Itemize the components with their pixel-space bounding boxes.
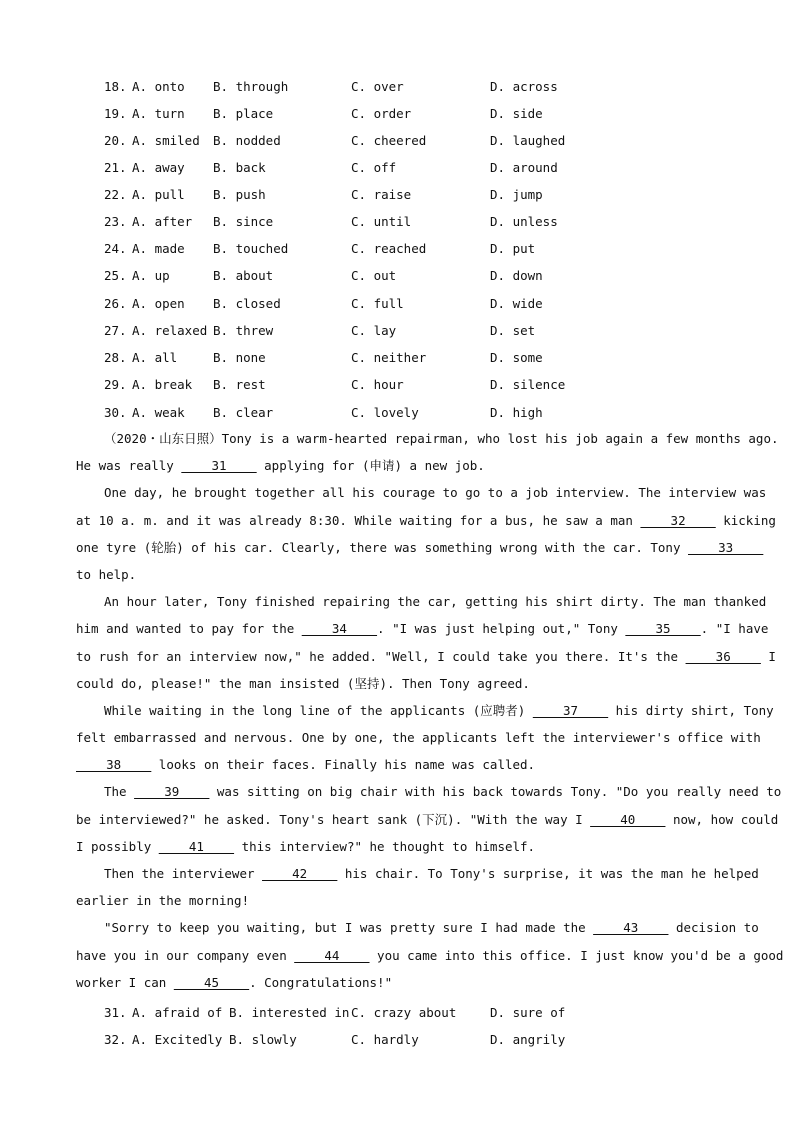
passage-text: worker I can xyxy=(76,974,174,990)
option-a: A. Excitedly xyxy=(132,1032,223,1047)
passage-line xyxy=(76,969,718,996)
passage-line xyxy=(76,452,718,479)
option-a: A. turn xyxy=(132,106,185,121)
option-a: A. smiled xyxy=(132,133,200,148)
option-c: C. raise xyxy=(351,187,412,202)
option-a: A. break xyxy=(132,377,193,392)
blank-38: ____38____ xyxy=(76,757,152,773)
passage-line xyxy=(76,914,759,941)
passage-line xyxy=(76,507,776,534)
blank-36: ____36____ xyxy=(685,648,761,664)
option-b: B. rest xyxy=(213,377,266,392)
passage-text: . "I was just helping out," Tony xyxy=(377,621,626,637)
option-c: C. hour xyxy=(351,377,404,392)
question-number: 25. xyxy=(104,268,127,283)
question-number: 21. xyxy=(104,160,127,175)
passage-text: . Congratulations!" xyxy=(249,974,393,990)
cloze-passage xyxy=(76,425,784,996)
passage-line xyxy=(76,670,718,697)
option-d: D. laughed xyxy=(490,133,566,148)
option-d: D. across xyxy=(490,79,558,94)
passage-text: be interviewed?" he asked. Tony's heart sank (下沉). "With the way I xyxy=(76,811,591,827)
option-c: C. reached xyxy=(351,241,427,256)
passage-text: looks on their faces. Finally his name was called. xyxy=(151,757,536,773)
passage-line xyxy=(76,588,767,615)
option-c: C. lovely xyxy=(351,405,419,420)
question-number: 18. xyxy=(104,79,127,94)
option-b: B. touched xyxy=(213,241,289,256)
blank-39: ____39____ xyxy=(134,784,210,800)
passage-text: The xyxy=(104,784,135,800)
passage-text: him and wanted to pay for the xyxy=(76,621,302,637)
passage-text: to rush for an interview now," he added. "Well, I could take you there. It's the xyxy=(76,648,686,664)
blank-45: ____45____ xyxy=(173,974,250,990)
question-number: 23. xyxy=(104,214,127,229)
passage-line xyxy=(76,887,718,914)
option-d: D. wide xyxy=(490,296,543,311)
option-b: B. back xyxy=(213,160,266,175)
option-b: B. slowly xyxy=(229,1032,297,1047)
option-a: A. pull xyxy=(132,187,185,202)
passage-text: earlier in the morning! xyxy=(76,893,250,909)
option-b: B. about xyxy=(213,268,274,283)
passage-text: An hour later, Tony finished repairing the car, getting his shirt dirty. The man thanked xyxy=(104,594,767,610)
blank-43: ____43____ xyxy=(593,920,669,936)
question-number: 27. xyxy=(104,323,127,338)
passage-text: one tyre (轮胎) of his car. Clearly, there was something wrong with the car. Tony xyxy=(76,539,688,555)
option-a: A. all xyxy=(132,350,178,365)
blank-34: ____34____ xyxy=(301,621,378,637)
option-a: A. afraid of xyxy=(132,1005,223,1020)
blank-40: ____40____ xyxy=(590,811,666,827)
option-a: A. away xyxy=(132,160,185,175)
option-c: C. order xyxy=(351,106,412,121)
option-a: A. weak xyxy=(132,405,185,420)
option-a: A. made xyxy=(132,241,185,256)
option-c: C. until xyxy=(351,214,412,229)
passage-text: to help. xyxy=(76,566,137,582)
passage-text: He was really xyxy=(76,458,182,474)
question-number: 19. xyxy=(104,106,127,121)
passage-line xyxy=(76,942,784,969)
passage-text: his chair. To Tony's surprise, it was the man he helped xyxy=(337,866,759,881)
passage-line xyxy=(76,643,776,670)
passage-line xyxy=(76,833,718,860)
option-d: D. side xyxy=(490,106,543,121)
passage-text: I possibly xyxy=(76,838,159,854)
blank-32: ____32____ xyxy=(640,512,716,528)
passage-line xyxy=(76,615,769,642)
blank-31: ____31____ xyxy=(181,458,257,474)
option-c: C. crazy about xyxy=(351,1005,457,1020)
passage-line xyxy=(76,697,774,724)
option-d: D. angrily xyxy=(490,1032,566,1047)
option-c: C. neither xyxy=(351,350,427,365)
question-number: 29. xyxy=(104,377,127,392)
passage-text: applying for (申请) a new job. xyxy=(256,458,485,474)
option-d: D. put xyxy=(490,241,536,256)
passage-text: have you in our company even xyxy=(76,947,295,963)
blank-41: ____41____ xyxy=(158,838,235,854)
passage-text: kicking xyxy=(715,512,776,528)
passage-text: decision to xyxy=(668,920,759,936)
passage-line xyxy=(76,751,718,778)
option-c: C. out xyxy=(351,268,397,283)
passage-line xyxy=(76,806,779,833)
option-b: B. push xyxy=(213,187,266,202)
question-number: 30. xyxy=(104,405,127,420)
passage-text: . "I have xyxy=(700,621,769,637)
passage-text: "Sorry to keep you waiting, but I was pretty sure I had made the xyxy=(104,920,594,936)
passage-line xyxy=(76,778,782,805)
passage-line xyxy=(76,561,718,588)
option-a: A. up xyxy=(132,268,170,283)
passage-text: now, how could xyxy=(665,811,779,827)
option-c: C. cheered xyxy=(351,133,427,148)
option-b: B. place xyxy=(213,106,274,121)
blank-33: ____33____ xyxy=(688,539,764,555)
passage-text: his dirty shirt, Tony xyxy=(608,702,774,718)
option-a: A. relaxed xyxy=(132,323,208,338)
option-c: C. off xyxy=(351,160,397,175)
passage-text: felt embarrassed and nervous. One by one, the applicants left the interviewer's office with xyxy=(76,730,761,746)
option-c: C. hardly xyxy=(351,1032,419,1047)
passage-text: （2020・山东日照）Tony is a warm-hearted repairman, who lost his job again a few months ago. xyxy=(104,431,779,446)
passage-text: you came into this office. I just know you'd be a good xyxy=(369,947,784,963)
blank-42: ____42____ xyxy=(262,866,338,881)
option-a: A. open xyxy=(132,296,185,311)
passage-text: While waiting in the long line of the applicants (应聘者) xyxy=(104,702,533,718)
option-d: D. some xyxy=(490,350,543,365)
passage-text: could do, please!" the man insisted (坚持). Then Tony agreed. xyxy=(76,675,530,691)
passage-text: this interview?" he thought to himself. xyxy=(234,838,536,854)
blank-37: ____37____ xyxy=(532,702,609,718)
option-c: C. over xyxy=(351,79,404,94)
option-d: D. jump xyxy=(490,187,543,202)
option-b: B. nodded xyxy=(213,133,281,148)
question-number: 28. xyxy=(104,350,127,365)
option-a: A. onto xyxy=(132,79,185,94)
question-number: 22. xyxy=(104,187,127,202)
passage-text: Then the interviewer xyxy=(104,866,263,881)
passage-line xyxy=(76,425,779,452)
option-c: C. full xyxy=(351,296,404,311)
option-d: D. unless xyxy=(490,214,558,229)
passage-text: One day, he brought together all his courage to go to a job interview. The interview was xyxy=(104,485,767,501)
passage-line xyxy=(76,724,761,751)
option-b: B. clear xyxy=(213,405,274,420)
passage-line xyxy=(76,534,764,561)
option-d: D. down xyxy=(490,268,543,283)
question-number: 20. xyxy=(104,133,127,148)
question-number: 24. xyxy=(104,241,127,256)
passage-text: at 10 a. m. and it was already 8:30. While waiting for a bus, he saw a man xyxy=(76,512,641,528)
option-d: D. sure of xyxy=(490,1005,566,1020)
passage-line xyxy=(76,479,767,506)
option-c: C. lay xyxy=(351,323,397,338)
passage-line xyxy=(76,860,759,887)
question-number: 31. xyxy=(104,1005,127,1020)
blank-44: ____44____ xyxy=(294,947,370,963)
option-b: B. none xyxy=(213,350,266,365)
option-b: B. closed xyxy=(213,296,281,311)
blank-35: ____35____ xyxy=(625,621,701,637)
option-d: D. around xyxy=(490,160,558,175)
option-d: D. high xyxy=(490,405,543,420)
option-d: D. set xyxy=(490,323,536,338)
question-number: 32. xyxy=(104,1032,127,1047)
option-a: A. after xyxy=(132,214,193,229)
option-d: D. silence xyxy=(490,377,566,392)
question-number: 26. xyxy=(104,296,127,311)
passage-text: was sitting on big chair with his back towards Tony. "Do you really need to xyxy=(209,784,782,800)
option-b: B. interested in xyxy=(229,1005,350,1020)
option-b: B. through xyxy=(213,79,289,94)
passage-text: I xyxy=(760,648,776,664)
option-b: B. threw xyxy=(213,323,274,338)
option-b: B. since xyxy=(213,214,274,229)
